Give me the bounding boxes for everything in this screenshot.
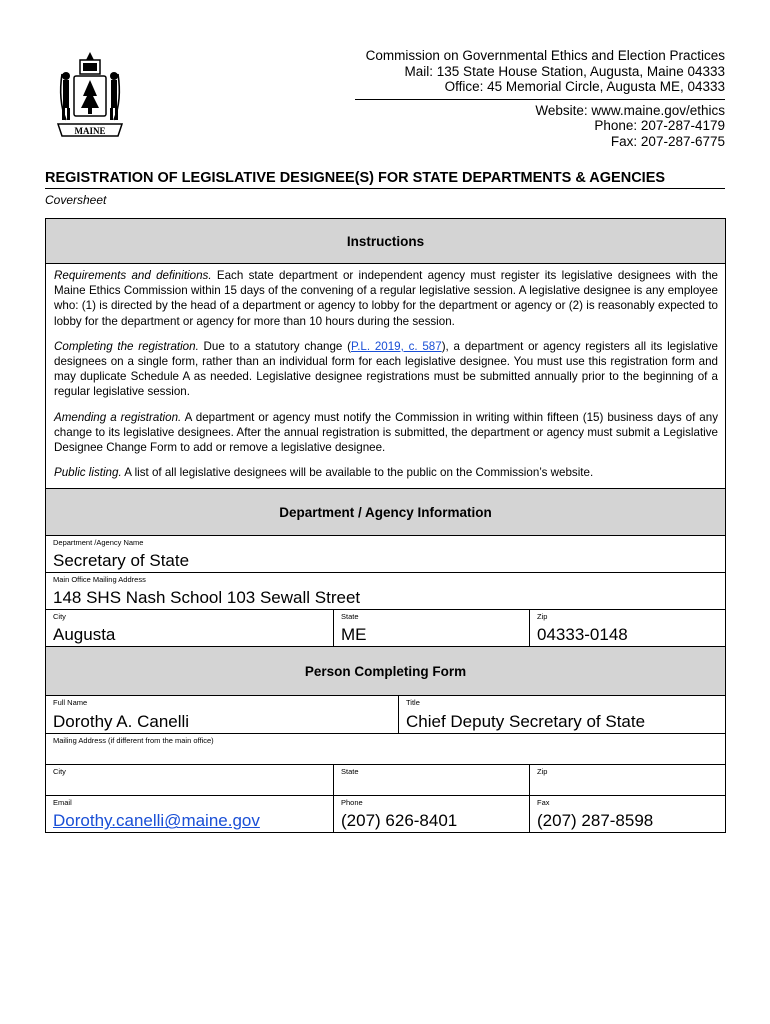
department-state-field[interactable] bbox=[334, 610, 530, 646]
full-name-value: Dorothy A. Canelli bbox=[53, 712, 190, 732]
commission-name: Commission on Governmental Ethics and Election Practices bbox=[365, 48, 725, 63]
fax-label: Fax bbox=[537, 798, 550, 808]
website: Website: www.maine.gov/ethics bbox=[535, 102, 725, 118]
title-label: Title bbox=[406, 698, 420, 708]
office-address: Office: 45 Memorial Circle, Augusta ME, 04333 bbox=[444, 79, 725, 94]
email-link[interactable]: Dorothy.canelli@maine.gov bbox=[53, 811, 260, 831]
phone-label: Phone bbox=[341, 798, 363, 808]
fax-field[interactable] bbox=[530, 796, 725, 832]
mailing-address-field[interactable] bbox=[46, 734, 725, 764]
registration-form bbox=[45, 218, 726, 833]
main-office-address-value: 148 SHS Nash School 103 Sewall Street bbox=[53, 588, 361, 608]
department-name-field[interactable] bbox=[46, 536, 725, 572]
person-zip-label: Zip bbox=[537, 767, 548, 777]
fax: Fax: 207-287-6775 bbox=[610, 133, 725, 149]
mail-address: Mail: 135 State House Station, Augusta, Maine 04333 bbox=[404, 63, 725, 79]
department-city-label: City bbox=[53, 612, 66, 622]
header-divider bbox=[355, 99, 725, 100]
full-name-field[interactable] bbox=[46, 696, 399, 733]
phone-field[interactable] bbox=[334, 796, 530, 832]
instructions-completing: Completing the registration. Due to a statutory change (P.L. 2019, c. 587), a department or agency registers all its legislative designees on a single form, rather than an individual form for each legislative designee. You must use this registration form and may duplicate Schedule A as needed. Legislative designee registrations must be submitted annually prior to the beginning of a regular legislative session. bbox=[54, 339, 718, 399]
department-zip-field[interactable] bbox=[530, 610, 725, 646]
department-zip-value: 04333-0148 bbox=[537, 625, 628, 645]
person-city-label: City bbox=[53, 767, 66, 777]
person-city-field[interactable] bbox=[46, 765, 334, 795]
commission-header bbox=[285, 48, 725, 149]
instructions-body bbox=[46, 264, 725, 489]
department-heading: Department / Agency Information bbox=[46, 489, 725, 536]
instructions-requirements: Requirements and definitions. Each state department or independent agency must register its legislative designees with the Maine Ethics Commission within 15 days of the convening of a regular legislative session. A legislative designee is any employee who: (1) is directed by the head of a department or agency to lobby for the department or agency or (2) is reasonably expected to lobby for the department or agency for more than 10 hours during the session. bbox=[54, 269, 719, 328]
form-subtitle: Coversheet bbox=[45, 193, 107, 207]
department-city-value: Augusta bbox=[53, 625, 116, 645]
department-state-label: State bbox=[341, 612, 359, 622]
form-title: REGISTRATION OF LEGISLATIVE DESIGNEE(S) FOR STATE DEPARTMENTS & AGENCIES bbox=[45, 170, 725, 189]
email-field[interactable] bbox=[46, 796, 334, 832]
department-state-value: ME bbox=[341, 625, 367, 645]
department-name-value: Secretary of State bbox=[53, 551, 190, 571]
phone-value: (207) 626-8401 bbox=[341, 811, 458, 831]
instructions-heading: Instructions bbox=[46, 219, 725, 264]
main-office-address-label: Main Office Mailing Address bbox=[53, 575, 146, 585]
statute-link[interactable]: P.L. 2019, c. 587 bbox=[350, 339, 442, 353]
title-value: Chief Deputy Secretary of State bbox=[406, 712, 646, 732]
email-label: Email bbox=[53, 798, 72, 808]
maine-state-seal bbox=[52, 50, 128, 142]
person-state-label: State bbox=[341, 767, 359, 777]
department-zip-label: Zip bbox=[537, 612, 548, 622]
fax-value: (207) 287-8598 bbox=[537, 811, 654, 831]
department-city-field[interactable] bbox=[46, 610, 334, 646]
person-state-field[interactable] bbox=[334, 765, 530, 795]
person-zip-field[interactable] bbox=[530, 765, 725, 795]
phone: Phone: 207-287-4179 bbox=[594, 118, 725, 133]
person-heading: Person Completing Form bbox=[46, 647, 725, 696]
mailing-address-label: Mailing Address (if different from the main office) bbox=[53, 736, 214, 746]
department-name-label: Department /Agency Name bbox=[53, 538, 144, 548]
instructions-amending: Amending a registration. A department or agency must notify the Commission in writing within fifteen (15) business days of any change to its legislative designees. After the annual registration is submitted, the department or agency must submit a Legislative Designee Change Form to add or remove a legislative designee. bbox=[54, 410, 719, 455]
instructions-public-listing: Public listing. A list of all legislative designees will be available to the public on the Commission’s website. bbox=[54, 466, 594, 480]
title-field[interactable] bbox=[399, 696, 725, 733]
svg-text:MAINE: MAINE bbox=[74, 126, 106, 136]
main-office-address-field[interactable] bbox=[46, 573, 725, 609]
full-name-label: Full Name bbox=[53, 698, 88, 708]
